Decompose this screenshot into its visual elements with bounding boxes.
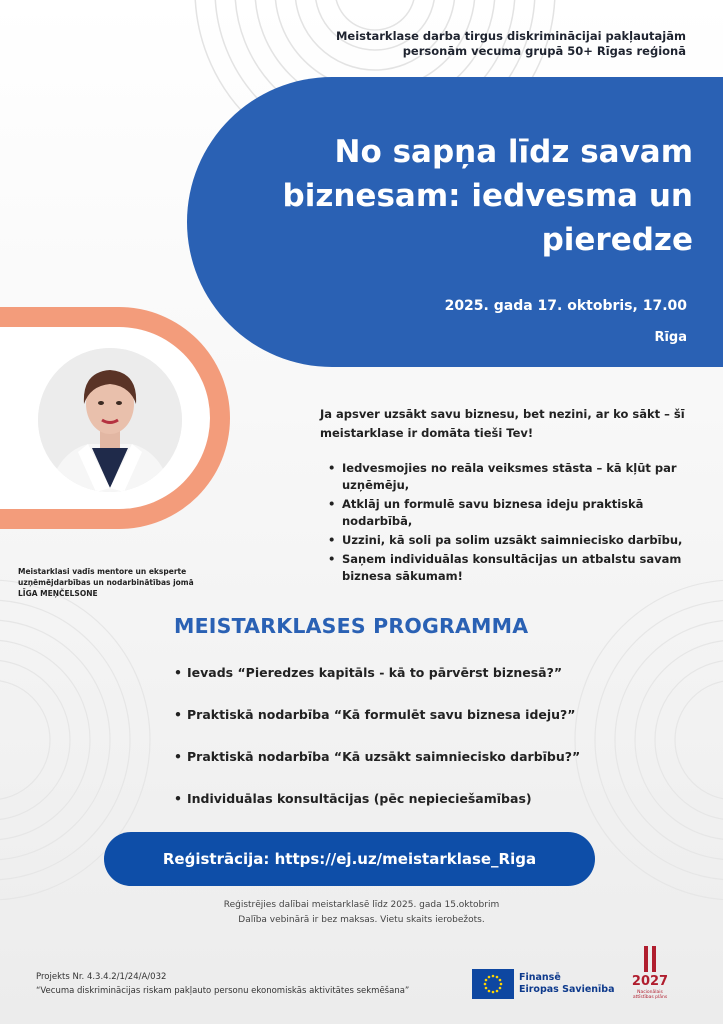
event-subtitle-line2: personām vecuma grupā 50+ Rīgas reģionā (402, 44, 686, 58)
project-name: “Vecuma diskriminācijas riskam pakļauto personu ekonomiskās aktivitātes sekmēšana” (36, 986, 410, 996)
list-item: • Individuālas konsultācijas (pēc nepieciešamības) (174, 791, 654, 811)
benefits-list (328, 460, 688, 587)
nap-caption (624, 990, 676, 1000)
mentor-name: LĪGA MEŅČELSONE (18, 589, 98, 598)
project-info (36, 970, 456, 998)
nap-caption-line2: attīstības plāns (632, 995, 668, 1000)
eu-funding-line2: Eiropas Savienība (519, 984, 615, 995)
event-subtitle (326, 29, 686, 59)
nap-2027-logo (624, 944, 676, 1006)
nap-bars-icon (624, 944, 676, 974)
program-list (174, 665, 654, 833)
list-item: • Saņem individuālas konsultācijas un atbalstu savam biznesa sākumam! (328, 551, 688, 585)
mentor-caption-line1: Meistarklasi vadīs mentore un eksperte (18, 567, 187, 576)
list-item: • Ievads “Pieredzes kapitāls - kā to pārvērst biznesā?” (174, 665, 654, 685)
list-item: • Atklāj un formulē savu biznesa ideju praktiskā nodarbībā, (328, 496, 688, 530)
list-item: • Praktiskā nodarbība “Kā formulēt savu biznesa ideju?” (174, 707, 654, 727)
program-heading: MEISTARKLASES PROGRAMMA (174, 614, 529, 638)
nap-caption-line1: Nacionālais (637, 990, 663, 995)
eu-funding-line1: Finansē (519, 972, 561, 983)
list-item: • Iedvesmojies no reāla veiksmes stāsta – kā kļūt par uzņēmēju, (328, 460, 688, 494)
event-subtitle-line1: Meistarklase darba tirgus diskriminācijai pakļautajām (335, 29, 686, 43)
project-number: Projekts Nr. 4.3.4.2/1/24/A/032 (36, 972, 167, 982)
list-item: • Praktiskā nodarbība “Kā uzsākt saimniecisko darbību?” (174, 749, 654, 769)
mentor-caption-line2: uzņēmējdarbības un nodarbinātības jomā (18, 578, 194, 587)
mentor-caption (18, 566, 268, 599)
registration-deadline: Reģistrējies dalībai meistarklasē līdz 2025. gada 15.oktobrim (223, 900, 500, 910)
event-title-line2: biznesam: iedvesma un (282, 178, 693, 214)
event-date: 2025. gada 17. oktobris, 17.00 (444, 298, 687, 314)
list-item: • Uzzini, kā soli pa solim uzsākt saimniecisko darbību, (328, 532, 688, 549)
eu-funding-label (519, 972, 615, 996)
event-location: Rīga (654, 330, 687, 345)
participation-note: Dalība vebinārā ir bez maksas. Vietu skaits ierobežots. (238, 915, 485, 925)
event-title (273, 130, 693, 262)
nap-year: 2027 (631, 974, 669, 989)
intro-text: Ja apsver uzsākt savu biznesu, bet nezini, ar ko sākt – šī meistarklase ir domāta tieši Tev! (320, 407, 685, 440)
event-title-line3: pieredze (541, 222, 693, 258)
registration-button[interactable]: Reģistrācija: https://ej.uz/meistarklase_Riga (104, 832, 595, 886)
mentor-portrait (38, 348, 182, 492)
event-title-line1: No sapņa līdz savam (334, 134, 693, 170)
eu-flag-icon (472, 969, 514, 999)
